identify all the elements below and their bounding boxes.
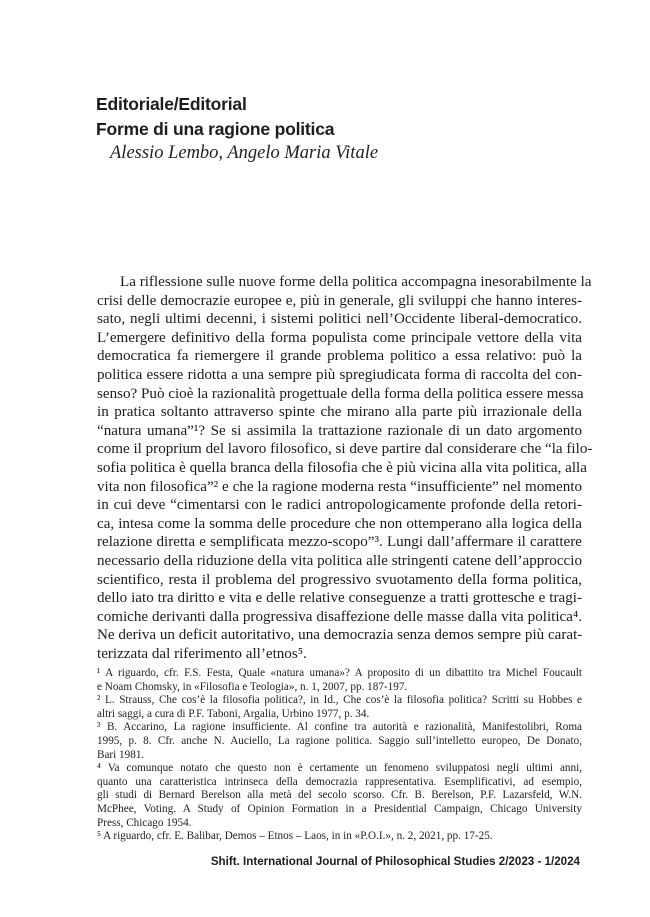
body-line: in cui deve “cimentarsi con le radici antropologicamente profonde della retori- bbox=[97, 497, 582, 514]
body-line: senso? Può cioè la razionalità progettuale della forma della politica essere messa bbox=[97, 385, 584, 402]
footnote-line: altri saggi, a cura di P.F. Taboni, Argalia, Urbino 1977, p. 34. bbox=[97, 707, 370, 720]
footnote-line: Bari 1981. bbox=[97, 748, 145, 761]
body-line: relazione diretta e semplificata mezzo-scopo”³. Lungi dall’affermare il carattere bbox=[97, 534, 582, 551]
body-line: Ne deriva un deficit autoritativo, una democrazia senza demos sempre più carat- bbox=[97, 627, 583, 644]
footnote-line: e Noam Chomsky, in «Filosofia e Teologia», n. 1, 2007, pp. 187-197. bbox=[97, 680, 408, 693]
footnote-line: quanto una caratteristica intrinseca della democrazia rappresentativa. Esemplificativi, ad esempio, bbox=[97, 775, 582, 788]
body-line: sofia politica è quella branca della filosofia che è più vicina alla vita politica, alla bbox=[97, 459, 587, 476]
body-line: comiche derivanti dalla progressiva disaffezione delle masse dalla vita politica⁴. bbox=[97, 608, 582, 625]
body-line: terizzata dal riferimento all’etnos⁵. bbox=[97, 645, 307, 662]
body-line: L’emergere definitivo della forma populista come principale vettore della vita bbox=[97, 329, 582, 346]
body-line: sato, negli ultimi decenni, i sistemi politici nell’Occidente liberal-democratico. bbox=[97, 311, 582, 328]
footnote-line: ⁴ Va comunque notato che questo non è certamente un fenomeno sviluppatosi negli ultimi anni, bbox=[97, 762, 582, 775]
section-heading: Editoriale/Editorial bbox=[96, 94, 247, 114]
body-line: come il proprium del lavoro filosofico, si deve partire dal considerare che “la filo- bbox=[97, 441, 593, 458]
body-line: in pratica soltanto attraverso spinte che mirano alla parte più irrazionale della bbox=[97, 404, 582, 421]
article-authors: Alessio Lembo, Angelo Maria Vitale bbox=[110, 143, 379, 163]
body-line: politica essere ridotta a una sempre più spregiudicata forma di raccolta del con- bbox=[97, 366, 582, 383]
body-line: vita non filosofica”² e che la ragione moderna resta “insufficiente” nel momento bbox=[97, 478, 582, 495]
footnote-line: ³ B. Accarino, La ragione insufficiente. Al confine tra autorità e razionalità, Manifestolibri, Roma bbox=[97, 721, 582, 734]
footnote-line: ¹ A riguardo, cfr. F.S. Festa, Quale «natura umana»? A proposito di un dibattito tra Michel Foucault bbox=[97, 667, 582, 679]
footnote-line: McPhee, Voting. A Study of Opinion Formation in a Presidential Campaign, Chicago University bbox=[97, 802, 582, 815]
footnote-line: 1995, p. 8. Cfr. anche N. Auciello, La ragione politica. Saggio sull’intelletto europeo, De Donato, bbox=[97, 734, 582, 747]
body-line: ca, intesa come la somma delle procedure che non ottemperano alla logica della bbox=[97, 515, 582, 532]
body-line: La riflessione sulle nuove forme della politica accompagna inesorabilmente la bbox=[120, 274, 592, 290]
footnote-line: ⁵ A riguardo, cfr. E. Balibar, Demos – Etnos – Laos, in in «P.O.I.», n. 2, 2021, pp. 17-25. bbox=[97, 830, 493, 843]
body-line: necessario della riduzione della vita politica alle stringenti catene dell’approccio bbox=[97, 552, 582, 569]
main-body-text bbox=[97, 273, 593, 663]
body-line: “natura umana”¹? Se si assimila la trattazione razionale di un dato argomento bbox=[97, 422, 582, 439]
journal-footer: Shift. International Journal of Philosophical Studies 2/2023 - 1/2024 bbox=[210, 855, 580, 868]
body-line: crisi delle democrazie europee e, più in generale, gli sviluppi che hanno interes- bbox=[97, 292, 582, 309]
footnotes bbox=[97, 667, 582, 844]
article-title: Forme di una ragione politica bbox=[96, 119, 335, 139]
footnote-line: gli studi di Bernard Berelson alla metà del secolo scorso. Cfr. B. Berelson, P.F. Lazarsfeld, W.N. bbox=[97, 789, 582, 802]
body-line: scientifico, resta il problema del progressivo svuotamento della forma politica, bbox=[97, 571, 582, 588]
footnote-line: ² L. Strauss, Che cos’è la filosofia politica?, in Id., Che cos’è la filosofia politica? Scritti su Hobbes e bbox=[97, 694, 582, 707]
footnote-line: Press, Chicago 1954. bbox=[97, 816, 192, 829]
body-line: democratica fa riemergere il grande problema politico a essa relativo: può la bbox=[97, 348, 582, 365]
body-line: dello iato tra diritto e vita e delle relative conseguenze a tratti grottesche e tragi- bbox=[97, 590, 582, 607]
